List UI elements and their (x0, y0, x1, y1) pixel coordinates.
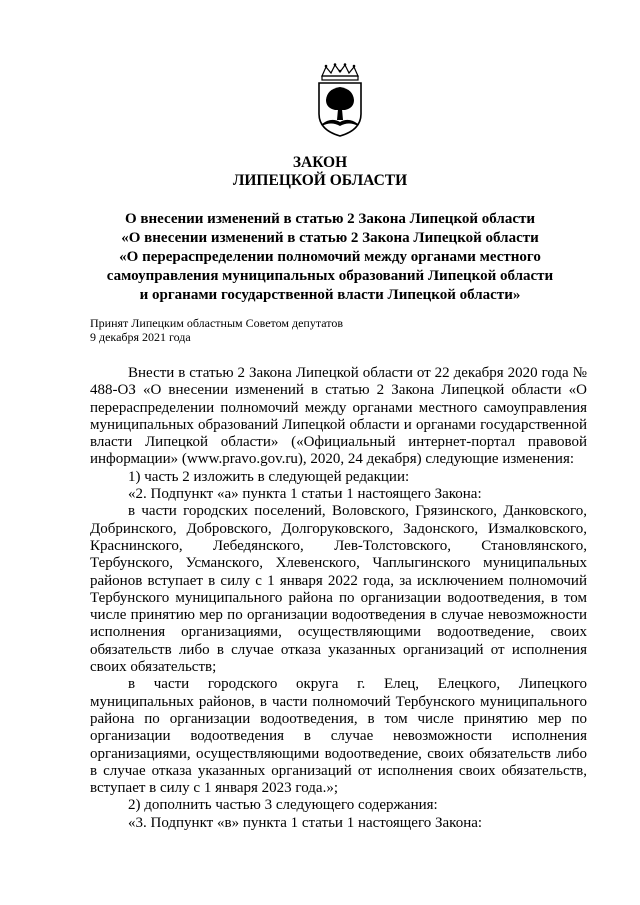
law-subtitle-line: «О внесении изменений в статью 2 Закона Липецкой области (121, 230, 539, 246)
law-subtitle-line: самоуправления муниципальных образований Липецкой области (106, 268, 554, 284)
paragraph: Внести в статью 2 Закона Липецкой области от 22 декабря 2020 года № 488-ОЗ «О внесении изменений в статью 2 Закона Липецкой области «О перераспределении полномочий между органами местного самоуправления муниципальных образований Липецкой области и органами государственной власти Липецкой области» («Официальный интернет-портал правовой информации» (www.pravo.gov.ru), 2020, 24 декабря) следующие изменения: (90, 365, 587, 468)
paragraph: «3. Подпункт «в» пункта 1 статьи 1 настоящего Закона: (128, 814, 483, 831)
coat-of-arms-icon (313, 62, 367, 138)
adoption-body: Принят Липецким областным Советом депутатов (90, 316, 344, 330)
law-body (90, 365, 587, 832)
law-region: ЛИПЕЦКОЙ ОБЛАСТИ (232, 172, 408, 189)
law-title: ЗАКОН (292, 154, 348, 171)
paragraph: 1) часть 2 изложить в следующей редакции: (128, 468, 410, 485)
paragraph: 2) дополнить частью 3 следующего содержания: (128, 797, 438, 814)
paragraph: «2. Подпункт «а» пункта 1 статьи 1 настоящего Закона: (128, 486, 482, 503)
paragraph: в части городских поселений, Воловского, Грязинского, Данковского, Добринского, Добровского, Долгоруковского, Задонского, Измалковского, Краснинского, Лебедянского, Лев-Толстовского, Становлянского, Тербунского, Усманского, Хлевенского, Чаплыгинского муниципальных районов вступает в силу с 1 января 2022 года, за исключением полномочий Тербунского муниципального района по организации водоотведения, в том числе принятию мер по организации водоотведения в случае невозможности исполнения организациями, осуществляющими водоотведение, своих обязательств либо в случае отказа указанных организаций от исполнения своих обязательств; (90, 503, 587, 676)
adoption-note (90, 316, 343, 344)
law-subtitle-line: и органами государственной власти Липецкой области» (139, 287, 521, 303)
adoption-date: 9 декабря 2021 года (90, 330, 191, 344)
law-subtitle-line: О внесении изменений в статью 2 Закона Липецкой области (125, 211, 535, 227)
law-subtitle-line: «О перераспределении полномочий между органами местного (119, 249, 541, 265)
paragraph: в части городского округа г. Елец, Елецкого, Липецкого муниципальных районов, в части полномочий Тербунского муниципального района по организации водоотведения, в том числе принятию мер по организации водоотведения в случае невозможности исполнения организациями, осуществляющими водоотведение, своих обязательств либо в случае отказа указанных организаций от исполнения своих обязательств, вступает в силу с 1 января 2023 года.»; (90, 676, 587, 797)
